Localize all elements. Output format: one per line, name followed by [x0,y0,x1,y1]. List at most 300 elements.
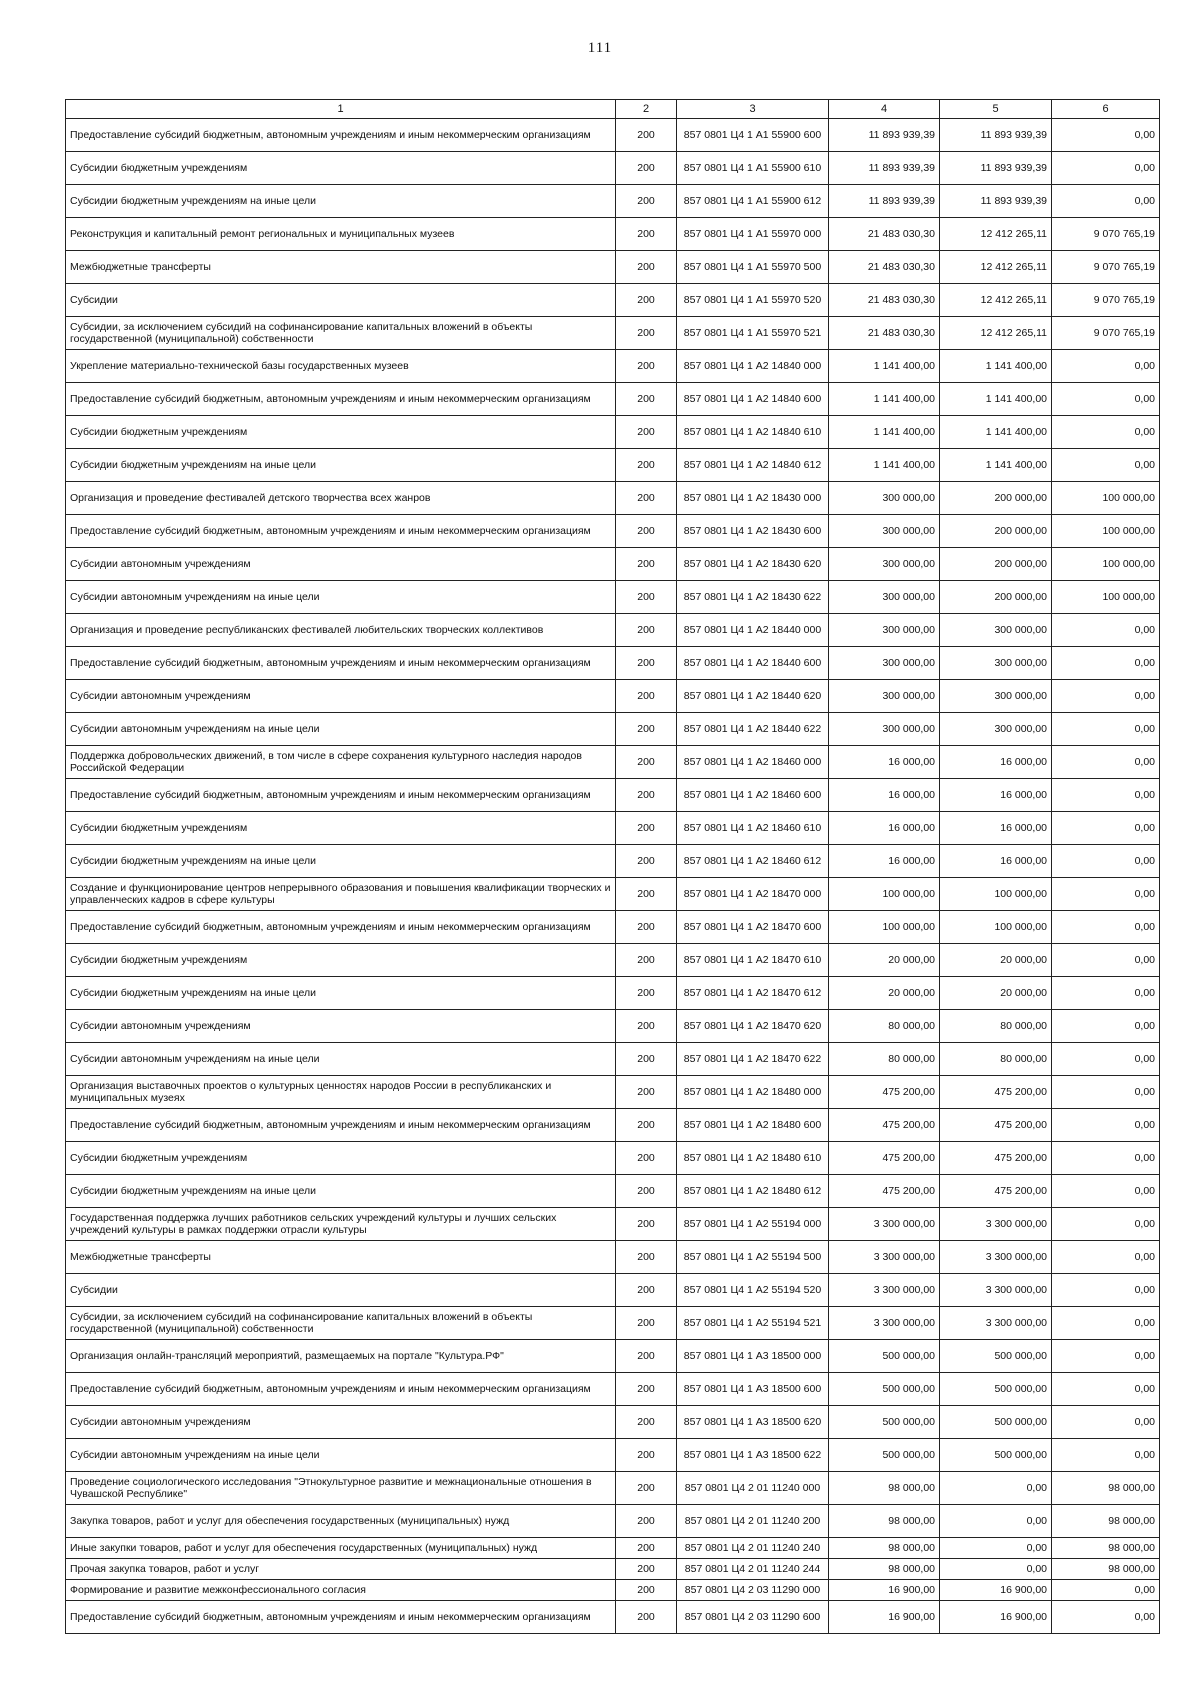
row-target-article-cell: 200 [616,152,677,185]
row-executed-cell: 500 000,00 [940,1373,1052,1406]
row-total-cell: 80 000,00 [829,1043,940,1076]
row-total-cell: 300 000,00 [829,614,940,647]
row-name-cell: Субсидии бюджетным учреждениям [66,944,616,977]
table-row [66,1010,1160,1043]
row-remainder-cell: 98 000,00 [1052,1538,1160,1559]
row-executed-cell: 200 000,00 [940,581,1052,614]
row-total-cell: 300 000,00 [829,548,940,581]
row-executed-cell: 3 300 000,00 [940,1307,1052,1340]
row-target-article-cell: 200 [616,119,677,152]
table-row [66,977,1160,1010]
row-code-cell: 857 0801 Ц4 2 03 11290 000 [677,1580,829,1601]
row-total-cell: 11 893 939,39 [829,185,940,218]
row-target-article-cell: 200 [616,1010,677,1043]
row-target-article-cell: 200 [616,911,677,944]
row-executed-cell: 1 141 400,00 [940,449,1052,482]
row-target-article-cell: 200 [616,779,677,812]
table-row [66,1307,1160,1340]
row-target-article-cell: 200 [616,1538,677,1559]
table-row [66,218,1160,251]
row-total-cell: 3 300 000,00 [829,1274,940,1307]
row-target-article-cell: 200 [616,1142,677,1175]
row-target-article-cell: 200 [616,1307,677,1340]
table-row [66,1274,1160,1307]
row-executed-cell: 200 000,00 [940,515,1052,548]
table-row [66,416,1160,449]
row-target-article-cell: 200 [616,515,677,548]
row-total-cell: 500 000,00 [829,1406,940,1439]
row-name-cell: Прочая закупка товаров, работ и услуг [66,1559,616,1580]
table-row [66,548,1160,581]
table-row [66,944,1160,977]
row-executed-cell: 3 300 000,00 [940,1274,1052,1307]
row-code-cell: 857 0801 Ц4 1 А2 18480 612 [677,1175,829,1208]
row-name-cell: Субсидии автономным учреждениям [66,1406,616,1439]
row-total-cell: 80 000,00 [829,1010,940,1043]
row-name-cell: Организация и проведение фестивалей детского творчества всех жанров [66,482,616,515]
row-remainder-cell: 0,00 [1052,1076,1160,1109]
row-executed-cell: 16 900,00 [940,1601,1052,1634]
row-name-cell: Субсидии [66,284,616,317]
row-code-cell: 857 0801 Ц4 1 А2 14840 600 [677,383,829,416]
row-code-cell: 857 0801 Ц4 1 А2 14840 610 [677,416,829,449]
row-total-cell: 21 483 030,30 [829,284,940,317]
row-executed-cell: 11 893 939,39 [940,119,1052,152]
row-target-article-cell: 200 [616,1043,677,1076]
row-name-cell: Предоставление субсидий бюджетным, автономным учреждениям и иным некоммерческим организациям [66,515,616,548]
table-row [66,779,1160,812]
row-target-article-cell: 200 [616,713,677,746]
row-executed-cell: 300 000,00 [940,680,1052,713]
row-target-article-cell: 200 [616,581,677,614]
row-code-cell: 857 0801 Ц4 1 А2 18460 600 [677,779,829,812]
row-total-cell: 21 483 030,30 [829,317,940,350]
row-total-cell: 3 300 000,00 [829,1208,940,1241]
table-row [66,119,1160,152]
row-code-cell: 857 0801 Ц4 1 А1 55970 520 [677,284,829,317]
row-executed-cell: 475 200,00 [940,1175,1052,1208]
row-code-cell: 857 0801 Ц4 2 01 11240 244 [677,1559,829,1580]
row-target-article-cell: 200 [616,1241,677,1274]
row-remainder-cell: 0,00 [1052,977,1160,1010]
table-row [66,1076,1160,1109]
row-remainder-cell: 98 000,00 [1052,1559,1160,1580]
row-remainder-cell: 9 070 765,19 [1052,251,1160,284]
row-target-article-cell: 200 [616,1373,677,1406]
row-target-article-cell: 200 [616,1472,677,1505]
row-target-article-cell: 200 [616,647,677,680]
column-header: 6 [1052,100,1160,119]
row-total-cell: 98 000,00 [829,1472,940,1505]
row-target-article-cell: 200 [616,449,677,482]
row-target-article-cell: 200 [616,251,677,284]
row-remainder-cell: 0,00 [1052,383,1160,416]
row-total-cell: 3 300 000,00 [829,1241,940,1274]
row-total-cell: 3 300 000,00 [829,1307,940,1340]
row-total-cell: 20 000,00 [829,977,940,1010]
row-executed-cell: 12 412 265,11 [940,317,1052,350]
row-code-cell: 857 0801 Ц4 1 А2 18430 622 [677,581,829,614]
row-remainder-cell: 0,00 [1052,185,1160,218]
row-executed-cell: 11 893 939,39 [940,152,1052,185]
row-remainder-cell: 0,00 [1052,1307,1160,1340]
row-code-cell: 857 0801 Ц4 1 А2 18440 620 [677,680,829,713]
row-remainder-cell: 0,00 [1052,1010,1160,1043]
row-remainder-cell: 0,00 [1052,1274,1160,1307]
row-remainder-cell: 9 070 765,19 [1052,284,1160,317]
table-row [66,383,1160,416]
row-name-cell: Предоставление субсидий бюджетным, автономным учреждениям и иным некоммерческим организациям [66,383,616,416]
row-target-article-cell: 200 [616,944,677,977]
row-code-cell: 857 0801 Ц4 1 А2 18430 000 [677,482,829,515]
row-name-cell: Субсидии автономным учреждениям [66,1010,616,1043]
row-total-cell: 98 000,00 [829,1559,940,1580]
row-name-cell: Организация выставочных проектов о культурных ценностях народов России в республиканских и муниципальных музеях [66,1076,616,1109]
row-executed-cell: 1 141 400,00 [940,416,1052,449]
row-remainder-cell: 0,00 [1052,680,1160,713]
row-target-article-cell: 200 [616,416,677,449]
table-row [66,1142,1160,1175]
row-code-cell: 857 0801 Ц4 1 А2 18470 622 [677,1043,829,1076]
row-code-cell: 857 0801 Ц4 1 А2 14840 612 [677,449,829,482]
table-row [66,746,1160,779]
row-name-cell: Субсидии, за исключением субсидий на софинансирование капитальных вложений в объекты государственной (муниципальной) собственности [66,1307,616,1340]
row-total-cell: 100 000,00 [829,878,940,911]
page-number: 111 [587,40,613,56]
table-row [66,251,1160,284]
table-row [66,1373,1160,1406]
table-row [66,1406,1160,1439]
row-name-cell: Создание и функционирование центров непрерывного образования и повышения квалификации творческих и управленческих кадров в сфере культуры [66,878,616,911]
row-remainder-cell: 0,00 [1052,1142,1160,1175]
row-target-article-cell: 200 [616,746,677,779]
row-name-cell: Субсидии бюджетным учреждениям на иные цели [66,185,616,218]
row-executed-cell: 16 900,00 [940,1580,1052,1601]
table-row [66,152,1160,185]
table-row [66,1559,1160,1580]
row-total-cell: 300 000,00 [829,581,940,614]
row-code-cell: 857 0801 Ц4 1 А1 55970 521 [677,317,829,350]
row-code-cell: 857 0801 Ц4 1 А2 18470 612 [677,977,829,1010]
row-total-cell: 1 141 400,00 [829,350,940,383]
table-row [66,1601,1160,1634]
row-executed-cell: 500 000,00 [940,1406,1052,1439]
row-target-article-cell: 200 [616,1505,677,1538]
row-name-cell: Субсидии бюджетным учреждениям на иные цели [66,449,616,482]
table-row [66,1472,1160,1505]
row-total-cell: 300 000,00 [829,713,940,746]
row-code-cell: 857 0801 Ц4 1 А2 18480 000 [677,1076,829,1109]
row-code-cell: 857 0801 Ц4 1 А1 55970 000 [677,218,829,251]
row-total-cell: 475 200,00 [829,1175,940,1208]
row-target-article-cell: 200 [616,878,677,911]
table-row [66,1208,1160,1241]
row-executed-cell: 1 141 400,00 [940,350,1052,383]
row-executed-cell: 100 000,00 [940,911,1052,944]
row-name-cell: Предоставление субсидий бюджетным, автономным учреждениям и иным некоммерческим организациям [66,1373,616,1406]
row-name-cell: Организация онлайн-трансляций мероприятий, размещаемых на портале "Культура.РФ" [66,1340,616,1373]
table-row [66,1109,1160,1142]
row-name-cell: Субсидии автономным учреждениям [66,548,616,581]
row-total-cell: 475 200,00 [829,1109,940,1142]
row-executed-cell: 475 200,00 [940,1142,1052,1175]
row-executed-cell: 0,00 [940,1505,1052,1538]
row-name-cell: Субсидии бюджетным учреждениям [66,1142,616,1175]
row-total-cell: 500 000,00 [829,1373,940,1406]
row-target-article-cell: 200 [616,977,677,1010]
row-target-article-cell: 200 [616,1208,677,1241]
row-remainder-cell: 0,00 [1052,449,1160,482]
row-total-cell: 16 000,00 [829,812,940,845]
table-row [66,317,1160,350]
row-remainder-cell: 100 000,00 [1052,482,1160,515]
row-target-article-cell: 200 [616,482,677,515]
row-executed-cell: 500 000,00 [940,1340,1052,1373]
row-remainder-cell: 0,00 [1052,878,1160,911]
row-executed-cell: 80 000,00 [940,1043,1052,1076]
row-target-article-cell: 200 [616,350,677,383]
row-executed-cell: 11 893 939,39 [940,185,1052,218]
column-header: 4 [829,100,940,119]
table-row [66,1175,1160,1208]
row-code-cell: 857 0801 Ц4 1 А2 18440 622 [677,713,829,746]
row-executed-cell: 3 300 000,00 [940,1241,1052,1274]
table-row [66,1580,1160,1601]
row-remainder-cell: 0,00 [1052,944,1160,977]
column-header: 1 [66,100,616,119]
row-remainder-cell: 0,00 [1052,1373,1160,1406]
row-remainder-cell: 0,00 [1052,1208,1160,1241]
table-row [66,680,1160,713]
row-executed-cell: 0,00 [940,1472,1052,1505]
row-name-cell: Субсидии автономным учреждениям на иные цели [66,581,616,614]
row-name-cell: Субсидии бюджетным учреждениям на иные цели [66,977,616,1010]
row-executed-cell: 16 000,00 [940,779,1052,812]
table-row [66,1043,1160,1076]
row-total-cell: 98 000,00 [829,1538,940,1559]
row-total-cell: 16 900,00 [829,1580,940,1601]
row-remainder-cell: 0,00 [1052,746,1160,779]
table-row [66,581,1160,614]
row-remainder-cell: 0,00 [1052,1406,1160,1439]
row-code-cell: 857 0801 Ц4 1 А3 18500 000 [677,1340,829,1373]
row-executed-cell: 100 000,00 [940,878,1052,911]
row-executed-cell: 12 412 265,11 [940,218,1052,251]
row-target-article-cell: 200 [616,185,677,218]
row-target-article-cell: 200 [616,845,677,878]
row-target-article-cell: 200 [616,1274,677,1307]
row-name-cell: Межбюджетные трансферты [66,251,616,284]
row-target-article-cell: 200 [616,1580,677,1601]
row-total-cell: 475 200,00 [829,1142,940,1175]
row-executed-cell: 300 000,00 [940,614,1052,647]
row-name-cell: Формирование и развитие межконфессионального согласия [66,1580,616,1601]
row-remainder-cell: 0,00 [1052,779,1160,812]
row-code-cell: 857 0801 Ц4 1 А2 18440 600 [677,647,829,680]
row-total-cell: 16 000,00 [829,779,940,812]
table-row [66,713,1160,746]
row-name-cell: Субсидии бюджетным учреждениям на иные цели [66,845,616,878]
row-remainder-cell: 9 070 765,19 [1052,317,1160,350]
row-remainder-cell: 98 000,00 [1052,1505,1160,1538]
row-total-cell: 300 000,00 [829,515,940,548]
row-code-cell: 857 0801 Ц4 1 А2 18480 600 [677,1109,829,1142]
table-row [66,449,1160,482]
row-code-cell: 857 0801 Ц4 1 А1 55900 610 [677,152,829,185]
row-executed-cell: 20 000,00 [940,944,1052,977]
row-name-cell: Предоставление субсидий бюджетным, автономным учреждениям и иным некоммерческим организациям [66,911,616,944]
row-code-cell: 857 0801 Ц4 1 А1 55900 600 [677,119,829,152]
row-target-article-cell: 200 [616,548,677,581]
row-total-cell: 300 000,00 [829,680,940,713]
row-total-cell: 16 000,00 [829,746,940,779]
row-executed-cell: 200 000,00 [940,482,1052,515]
row-name-cell: Поддержка добровольческих движений, в том числе в сфере сохранения культурного наследия народов Российской Федерации [66,746,616,779]
table-row [66,350,1160,383]
row-code-cell: 857 0801 Ц4 1 А3 18500 600 [677,1373,829,1406]
row-code-cell: 857 0801 Ц4 1 А1 55900 612 [677,185,829,218]
row-remainder-cell: 0,00 [1052,152,1160,185]
row-remainder-cell: 0,00 [1052,350,1160,383]
row-code-cell: 857 0801 Ц4 1 А2 18430 600 [677,515,829,548]
row-target-article-cell: 200 [616,317,677,350]
row-remainder-cell: 0,00 [1052,713,1160,746]
row-code-cell: 857 0801 Ц4 1 А2 18470 600 [677,911,829,944]
row-code-cell: 857 0801 Ц4 1 А2 18470 000 [677,878,829,911]
row-target-article-cell: 200 [616,614,677,647]
row-target-article-cell: 200 [616,218,677,251]
row-code-cell: 857 0801 Ц4 2 01 11240 000 [677,1472,829,1505]
table-row [66,284,1160,317]
row-name-cell: Предоставление субсидий бюджетным, автономным учреждениям и иным некоммерческим организациям [66,779,616,812]
row-remainder-cell: 0,00 [1052,1175,1160,1208]
row-target-article-cell: 200 [616,1175,677,1208]
row-target-article-cell: 200 [616,1076,677,1109]
row-total-cell: 21 483 030,30 [829,251,940,284]
row-executed-cell: 300 000,00 [940,713,1052,746]
table-row [66,1340,1160,1373]
row-remainder-cell: 0,00 [1052,1043,1160,1076]
row-name-cell: Государственная поддержка лучших работников сельских учреждений культуры и лучших сельских учреждений культуры в рамках поддержки отрасли культуры [66,1208,616,1241]
table-row [66,911,1160,944]
row-total-cell: 500 000,00 [829,1340,940,1373]
table-row [66,185,1160,218]
table-row [66,1505,1160,1538]
row-name-cell: Субсидии [66,1274,616,1307]
row-remainder-cell: 0,00 [1052,614,1160,647]
row-name-cell: Субсидии автономным учреждениям на иные цели [66,1439,616,1472]
row-remainder-cell: 100 000,00 [1052,581,1160,614]
row-remainder-cell: 0,00 [1052,1439,1160,1472]
row-total-cell: 1 141 400,00 [829,383,940,416]
row-executed-cell: 300 000,00 [940,647,1052,680]
row-remainder-cell: 0,00 [1052,812,1160,845]
row-code-cell: 857 0801 Ц4 1 А3 18500 622 [677,1439,829,1472]
row-code-cell: 857 0801 Ц4 1 А2 18480 610 [677,1142,829,1175]
row-remainder-cell: 0,00 [1052,647,1160,680]
row-total-cell: 500 000,00 [829,1439,940,1472]
row-name-cell: Субсидии автономным учреждениям на иные цели [66,1043,616,1076]
row-total-cell: 20 000,00 [829,944,940,977]
row-code-cell: 857 0801 Ц4 1 А2 55194 000 [677,1208,829,1241]
row-name-cell: Субсидии автономным учреждениям [66,680,616,713]
row-remainder-cell: 0,00 [1052,911,1160,944]
row-executed-cell: 475 200,00 [940,1076,1052,1109]
table-row [66,482,1160,515]
row-code-cell: 857 0801 Ц4 1 А2 18460 000 [677,746,829,779]
table-row [66,878,1160,911]
row-executed-cell: 0,00 [940,1538,1052,1559]
row-code-cell: 857 0801 Ц4 1 А2 18470 620 [677,1010,829,1043]
row-executed-cell: 3 300 000,00 [940,1208,1052,1241]
row-name-cell: Субсидии бюджетным учреждениям [66,152,616,185]
row-executed-cell: 16 000,00 [940,812,1052,845]
row-executed-cell: 12 412 265,11 [940,251,1052,284]
row-total-cell: 1 141 400,00 [829,449,940,482]
row-name-cell: Организация и проведение республиканских фестивалей любительских творческих коллективов [66,614,616,647]
row-name-cell: Субсидии автономным учреждениям на иные цели [66,713,616,746]
row-remainder-cell: 0,00 [1052,1109,1160,1142]
row-remainder-cell: 100 000,00 [1052,548,1160,581]
row-name-cell: Реконструкция и капитальный ремонт региональных и муниципальных музеев [66,218,616,251]
row-target-article-cell: 200 [616,1559,677,1580]
row-executed-cell: 0,00 [940,1559,1052,1580]
row-code-cell: 857 0801 Ц4 1 А2 18460 610 [677,812,829,845]
row-total-cell: 300 000,00 [829,647,940,680]
row-executed-cell: 20 000,00 [940,977,1052,1010]
column-header: 3 [677,100,829,119]
row-name-cell: Укрепление материально-технической базы государственных музеев [66,350,616,383]
row-total-cell: 475 200,00 [829,1076,940,1109]
row-executed-cell: 12 412 265,11 [940,284,1052,317]
row-code-cell: 857 0801 Ц4 1 А3 18500 620 [677,1406,829,1439]
row-remainder-cell: 0,00 [1052,845,1160,878]
row-remainder-cell: 0,00 [1052,1601,1160,1634]
row-remainder-cell: 0,00 [1052,1580,1160,1601]
row-total-cell: 11 893 939,39 [829,152,940,185]
row-code-cell: 857 0801 Ц4 1 А2 18460 612 [677,845,829,878]
row-name-cell: Субсидии бюджетным учреждениям на иные цели [66,1175,616,1208]
row-code-cell: 857 0801 Ц4 2 03 11290 600 [677,1601,829,1634]
row-name-cell: Субсидии бюджетным учреждениям [66,812,616,845]
row-executed-cell: 16 000,00 [940,746,1052,779]
row-total-cell: 11 893 939,39 [829,119,940,152]
row-name-cell: Предоставление субсидий бюджетным, автономным учреждениям и иным некоммерческим организациям [66,647,616,680]
row-executed-cell: 475 200,00 [940,1109,1052,1142]
table-row [66,515,1160,548]
row-name-cell: Предоставление субсидий бюджетным, автономным учреждениям и иным некоммерческим организациям [66,1109,616,1142]
table-row [66,1241,1160,1274]
row-name-cell: Иные закупки товаров, работ и услуг для обеспечения государственных (муниципальных) нужд [66,1538,616,1559]
row-executed-cell: 80 000,00 [940,1010,1052,1043]
row-total-cell: 16 900,00 [829,1601,940,1634]
row-remainder-cell: 9 070 765,19 [1052,218,1160,251]
row-name-cell: Предоставление субсидий бюджетным, автономным учреждениям и иным некоммерческим организациям [66,1601,616,1634]
row-total-cell: 1 141 400,00 [829,416,940,449]
row-target-article-cell: 200 [616,284,677,317]
row-remainder-cell: 98 000,00 [1052,1472,1160,1505]
budget-table [65,99,1160,1634]
table-header-row [66,100,1160,119]
row-target-article-cell: 200 [616,1406,677,1439]
row-executed-cell: 500 000,00 [940,1439,1052,1472]
row-remainder-cell: 0,00 [1052,416,1160,449]
row-target-article-cell: 200 [616,1439,677,1472]
table-row [66,1538,1160,1559]
row-executed-cell: 1 141 400,00 [940,383,1052,416]
row-name-cell: Межбюджетные трансферты [66,1241,616,1274]
row-target-article-cell: 200 [616,383,677,416]
